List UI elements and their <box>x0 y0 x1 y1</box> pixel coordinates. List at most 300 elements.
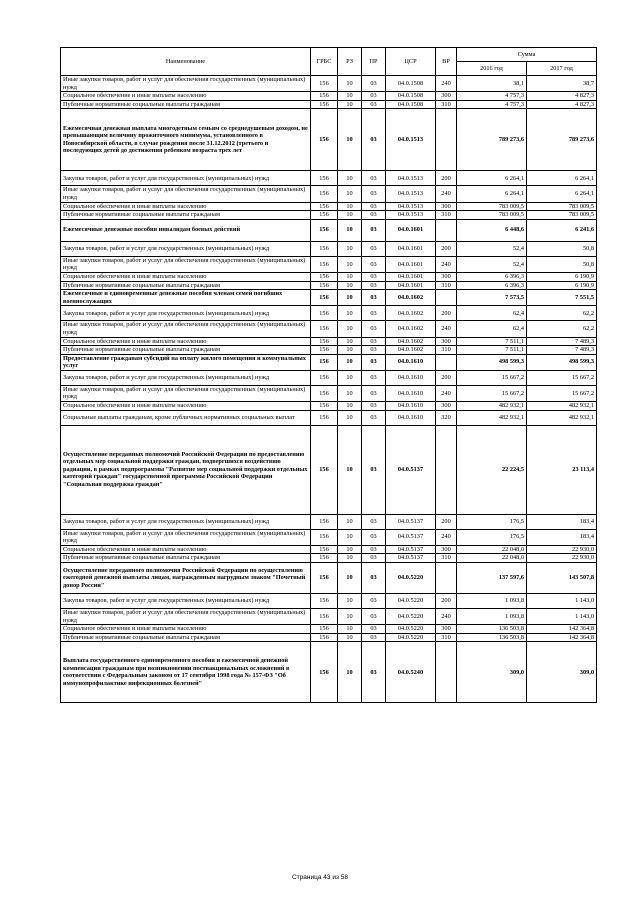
row-name: Публичные нормативные социальные выплаты гражданам <box>61 554 311 563</box>
row-sum-2016: 4 757,3 <box>457 92 527 101</box>
row-pr: 03 <box>362 100 386 109</box>
row-csr: 04.0.1601 <box>386 241 436 256</box>
row-sum-2016: 176,5 <box>457 514 527 529</box>
row-rz: 10 <box>338 92 362 101</box>
row-csr: 04.0.1601 <box>386 281 436 290</box>
row-grbs: 156 <box>311 202 338 211</box>
row-sum-2017: 4 827,3 <box>527 92 597 101</box>
table-row <box>61 529 597 545</box>
row-rz: 10 <box>338 545 362 554</box>
row-csr: 04.0.1513 <box>386 186 436 202</box>
row-name: Иные закупки товаров, работ и услуг для обеспечения государственных (муниципальных) нужд <box>61 529 311 545</box>
table-row <box>61 514 597 529</box>
row-sum-2017: 6 264,1 <box>527 171 597 186</box>
row-pr: 03 <box>362 281 386 290</box>
row-vr: 320 <box>436 410 457 425</box>
row-pr: 03 <box>362 354 386 370</box>
row-sum-2017: 309,0 <box>527 642 597 703</box>
row-vr: 300 <box>436 402 457 411</box>
row-name: Социальное обеспечение и иные выплаты населению <box>61 545 311 554</box>
table-row <box>61 186 597 202</box>
row-pr: 03 <box>362 321 386 337</box>
row-pr: 03 <box>362 642 386 703</box>
row-sum-2016: 22 048,0 <box>457 554 527 563</box>
row-name: Ежемесячные денежные пособия инвалидам боевых действий <box>61 219 311 241</box>
row-sum-2017: 7 489,3 <box>527 346 597 355</box>
row-sum-2017: 498 599,3 <box>527 354 597 370</box>
row-sum-2017: 789 273,6 <box>527 109 597 171</box>
row-sum-2017: 6 264,1 <box>527 186 597 202</box>
row-rz: 10 <box>338 256 362 272</box>
table-row <box>61 385 597 401</box>
row-csr: 04.0.1513 <box>386 109 436 171</box>
row-grbs: 156 <box>311 306 338 321</box>
row-sum-2016: 7 511,1 <box>457 346 527 355</box>
row-sum-2016: 136 503,8 <box>457 633 527 642</box>
table-row <box>61 109 597 171</box>
header-sum: Сумма <box>457 48 597 62</box>
row-csr: 04.0.1601 <box>386 219 436 241</box>
row-grbs: 156 <box>311 410 338 425</box>
row-csr: 04.0.5220 <box>386 594 436 609</box>
row-rz: 10 <box>338 529 362 545</box>
row-vr: 310 <box>436 346 457 355</box>
row-grbs: 156 <box>311 211 338 220</box>
row-name: Публичные нормативные социальные выплаты гражданам <box>61 100 311 109</box>
row-vr: 310 <box>436 281 457 290</box>
row-rz: 10 <box>338 219 362 241</box>
row-sum-2016: 52,4 <box>457 241 527 256</box>
row-sum-2016: 309,0 <box>457 642 527 703</box>
row-rz: 10 <box>338 109 362 171</box>
row-name: Социальные выплаты гражданам, кроме публичных нормативных социальных выплат <box>61 410 311 425</box>
row-name: Иные закупки товаров, работ и услуг для обеспечения государственных (муниципальных) нужд <box>61 385 311 401</box>
row-rz: 10 <box>338 76 362 92</box>
row-name: Предоставление гражданам субсидий на оплату жилого помещения и коммунальных услуг <box>61 354 311 370</box>
header-csr: ЦСР <box>386 48 436 76</box>
row-name: Социальное обеспечение и иные выплаты населению <box>61 272 311 281</box>
row-csr: 04.0.1610 <box>386 354 436 370</box>
row-name: Ежемесячная денежная выплата многодетным семьям со среднедушевым доходом, не превышающим величину прожиточного минимума, установленного в Новосибирской области, в случае рождения после 31.12.2012 (третьего и последующих детей до достижения ребенком возраста трех лет <box>61 109 311 171</box>
row-rz: 10 <box>338 202 362 211</box>
row-vr: 200 <box>436 514 457 529</box>
row-vr <box>436 425 457 514</box>
table-row <box>61 219 597 241</box>
row-sum-2017: 6 190,9 <box>527 272 597 281</box>
header-pr: ПР <box>362 48 386 76</box>
row-sum-2017: 482 932,1 <box>527 402 597 411</box>
row-csr: 04.0.1508 <box>386 76 436 92</box>
row-pr: 03 <box>362 241 386 256</box>
row-pr: 03 <box>362 514 386 529</box>
row-grbs: 156 <box>311 625 338 634</box>
row-sum-2016: 62,4 <box>457 321 527 337</box>
row-grbs: 156 <box>311 321 338 337</box>
row-grbs: 156 <box>311 186 338 202</box>
row-rz: 10 <box>338 594 362 609</box>
row-sum-2016: 783 009,5 <box>457 202 527 211</box>
row-grbs: 156 <box>311 109 338 171</box>
row-sum-2016: 482 932,1 <box>457 410 527 425</box>
row-pr: 03 <box>362 633 386 642</box>
row-sum-2016: 22 048,0 <box>457 545 527 554</box>
row-sum-2017: 183,4 <box>527 514 597 529</box>
row-csr: 04.0.5137 <box>386 554 436 563</box>
row-rz: 10 <box>338 642 362 703</box>
row-vr: 240 <box>436 609 457 625</box>
header-year-2017: 2017 год <box>527 62 597 76</box>
row-grbs: 156 <box>311 609 338 625</box>
row-csr: 04.0.1602 <box>386 337 436 346</box>
row-sum-2016: 4 757,3 <box>457 100 527 109</box>
table-row <box>61 202 597 211</box>
row-vr <box>436 109 457 171</box>
row-grbs: 156 <box>311 633 338 642</box>
row-sum-2017: 22 930,0 <box>527 554 597 563</box>
row-name: Социальное обеспечение и иные выплаты населению <box>61 337 311 346</box>
row-pr: 03 <box>362 410 386 425</box>
row-grbs: 156 <box>311 346 338 355</box>
row-csr: 04.0.5137 <box>386 425 436 514</box>
row-sum-2016: 783 009,5 <box>457 211 527 220</box>
row-sum-2017: 15 667,2 <box>527 385 597 401</box>
row-sum-2016: 15 667,2 <box>457 370 527 385</box>
row-rz: 10 <box>338 211 362 220</box>
row-pr: 03 <box>362 529 386 545</box>
row-grbs: 156 <box>311 100 338 109</box>
row-vr: 240 <box>436 76 457 92</box>
row-vr <box>436 354 457 370</box>
row-sum-2017: 38,7 <box>527 76 597 92</box>
row-grbs: 156 <box>311 370 338 385</box>
row-sum-2017: 7 551,5 <box>527 290 597 306</box>
row-rz: 10 <box>338 410 362 425</box>
row-pr: 03 <box>362 594 386 609</box>
row-sum-2016: 62,4 <box>457 306 527 321</box>
row-pr: 03 <box>362 545 386 554</box>
row-rz: 10 <box>338 290 362 306</box>
row-rz: 10 <box>338 321 362 337</box>
row-csr: 04.0.1513 <box>386 171 436 186</box>
row-grbs: 156 <box>311 594 338 609</box>
row-rz: 10 <box>338 425 362 514</box>
row-sum-2017: 783 009,5 <box>527 202 597 211</box>
row-grbs: 156 <box>311 272 338 281</box>
row-grbs: 156 <box>311 563 338 594</box>
row-csr: 04.0.1610 <box>386 370 436 385</box>
row-pr: 03 <box>362 402 386 411</box>
row-sum-2017: 783 009,5 <box>527 211 597 220</box>
row-name: Публичные нормативные социальные выплаты гражданам <box>61 633 311 642</box>
row-rz: 10 <box>338 385 362 401</box>
row-name: Закупка товаров, работ и услуг для государственных (муниципальных) нужд <box>61 241 311 256</box>
row-rz: 10 <box>338 100 362 109</box>
row-name: Публичные нормативные социальные выплаты гражданам <box>61 211 311 220</box>
row-name: Социальное обеспечение и иные выплаты населению <box>61 625 311 634</box>
row-csr: 04.0.1610 <box>386 402 436 411</box>
row-csr: 04.0.1601 <box>386 256 436 272</box>
row-sum-2016: 7 573,5 <box>457 290 527 306</box>
row-sum-2017: 482 932,1 <box>527 410 597 425</box>
row-pr: 03 <box>362 563 386 594</box>
table-row <box>61 171 597 186</box>
table-row <box>61 76 597 92</box>
row-vr: 240 <box>436 529 457 545</box>
row-csr: 04.0.1508 <box>386 92 436 101</box>
row-name: Иные закупки товаров, работ и услуг для обеспечения государственных (муниципальных) нужд <box>61 256 311 272</box>
table-row <box>61 256 597 272</box>
row-sum-2017: 4 827,3 <box>527 100 597 109</box>
row-pr: 03 <box>362 385 386 401</box>
row-sum-2016: 15 667,2 <box>457 385 527 401</box>
table-row <box>61 281 597 290</box>
table-row <box>61 554 597 563</box>
table-body <box>61 76 597 703</box>
row-csr: 04.0.1601 <box>386 272 436 281</box>
row-csr: 04.0.5220 <box>386 609 436 625</box>
header-name: Наименование <box>61 48 311 76</box>
row-vr: 300 <box>436 625 457 634</box>
table-row <box>61 92 597 101</box>
table-row <box>61 346 597 355</box>
row-name: Закупка товаров, работ и услуг для государственных (муниципальных) нужд <box>61 594 311 609</box>
header-grbs: ГРБС <box>311 48 338 76</box>
row-sum-2016: 482 932,1 <box>457 402 527 411</box>
row-pr: 03 <box>362 186 386 202</box>
row-pr: 03 <box>362 92 386 101</box>
row-grbs: 156 <box>311 554 338 563</box>
row-pr: 03 <box>362 290 386 306</box>
row-sum-2016: 136 503,8 <box>457 625 527 634</box>
row-pr: 03 <box>362 306 386 321</box>
row-vr: 200 <box>436 241 457 256</box>
table-row <box>61 241 597 256</box>
row-rz: 10 <box>338 609 362 625</box>
row-name: Выплата государственного единовременного пособия и ежемесячной денежной компенсации гражданам при возникновении поствакцинальных осложнений в соответствии с Федеральным законом от 17 сентября 1998 года № 157-ФЗ "Об иммунопрофилактике инфекционных болезней" <box>61 642 311 703</box>
row-rz: 10 <box>338 186 362 202</box>
row-vr: 300 <box>436 545 457 554</box>
row-csr: 04.0.1508 <box>386 100 436 109</box>
row-grbs: 156 <box>311 290 338 306</box>
row-sum-2017: 1 143,0 <box>527 609 597 625</box>
row-csr: 04.0.1602 <box>386 290 436 306</box>
table-row <box>61 563 597 594</box>
budget-table <box>60 47 597 703</box>
row-grbs: 156 <box>311 337 338 346</box>
row-name: Публичные нормативные социальные выплаты гражданам <box>61 346 311 355</box>
row-rz: 10 <box>338 514 362 529</box>
row-name: Иные закупки товаров, работ и услуг для обеспечения государственных (муниципальных) нужд <box>61 609 311 625</box>
row-grbs: 156 <box>311 76 338 92</box>
row-csr: 04.0.5220 <box>386 625 436 634</box>
row-sum-2016: 22 224,5 <box>457 425 527 514</box>
row-rz: 10 <box>338 370 362 385</box>
table-row <box>61 425 597 514</box>
row-sum-2017: 23 113,4 <box>527 425 597 514</box>
row-grbs: 156 <box>311 529 338 545</box>
row-sum-2017: 142 364,8 <box>527 633 597 642</box>
row-name: Закупка товаров, работ и услуг для государственных (муниципальных) нужд <box>61 306 311 321</box>
row-sum-2016: 6 264,1 <box>457 171 527 186</box>
row-pr: 03 <box>362 171 386 186</box>
row-pr: 03 <box>362 554 386 563</box>
row-pr: 03 <box>362 346 386 355</box>
row-sum-2017: 62,2 <box>527 321 597 337</box>
row-rz: 10 <box>338 306 362 321</box>
row-sum-2016: 6 448,6 <box>457 219 527 241</box>
row-vr <box>436 642 457 703</box>
row-csr: 04.0.1602 <box>386 321 436 337</box>
table-row <box>61 321 597 337</box>
header-year-2016: 2016 год <box>457 62 527 76</box>
table-row <box>61 402 597 411</box>
row-sum-2016: 6 264,1 <box>457 186 527 202</box>
row-sum-2016: 498 599,3 <box>457 354 527 370</box>
row-rz: 10 <box>338 633 362 642</box>
row-csr: 04.0.1602 <box>386 306 436 321</box>
row-sum-2017: 50,8 <box>527 241 597 256</box>
row-name: Социальное обеспечение и иные выплаты населению <box>61 202 311 211</box>
row-rz: 10 <box>338 402 362 411</box>
row-csr: 04.0.5137 <box>386 529 436 545</box>
row-grbs: 156 <box>311 385 338 401</box>
table-row <box>61 609 597 625</box>
row-pr: 03 <box>362 256 386 272</box>
table-row <box>61 625 597 634</box>
row-sum-2016: 789 273,6 <box>457 109 527 171</box>
row-vr: 310 <box>436 633 457 642</box>
row-csr: 04.0.5137 <box>386 545 436 554</box>
row-rz: 10 <box>338 346 362 355</box>
row-vr <box>436 219 457 241</box>
row-grbs: 156 <box>311 425 338 514</box>
table-row <box>61 337 597 346</box>
row-name: Осуществление переданного полномочия Российской Федерации по осуществлению ежегодной денежной выплаты лицам, награжденным нагрудным знаком "Почетный донор России" <box>61 563 311 594</box>
row-name: Иные закупки товаров, работ и услуг для обеспечения государственных (муниципальных) нужд <box>61 321 311 337</box>
row-pr: 03 <box>362 370 386 385</box>
row-vr: 310 <box>436 554 457 563</box>
row-name: Социальное обеспечение и иные выплаты населению <box>61 92 311 101</box>
row-rz: 10 <box>338 625 362 634</box>
row-sum-2016: 1 093,8 <box>457 594 527 609</box>
row-sum-2016: 1 093,8 <box>457 609 527 625</box>
row-sum-2017: 7 489,3 <box>527 337 597 346</box>
row-name: Иные закупки товаров, работ и услуг для обеспечения государственных (муниципальных) нужд <box>61 76 311 92</box>
row-csr: 04.0.5137 <box>386 514 436 529</box>
row-grbs: 156 <box>311 171 338 186</box>
row-vr <box>436 563 457 594</box>
row-sum-2016: 7 511,1 <box>457 337 527 346</box>
row-rz: 10 <box>338 337 362 346</box>
row-sum-2017: 6 190,9 <box>527 281 597 290</box>
row-vr: 310 <box>436 100 457 109</box>
row-grbs: 156 <box>311 92 338 101</box>
row-vr: 240 <box>436 186 457 202</box>
row-csr: 04.0.1602 <box>386 346 436 355</box>
row-rz: 10 <box>338 281 362 290</box>
header-rz: РЗ <box>338 48 362 76</box>
row-grbs: 156 <box>311 256 338 272</box>
row-pr: 03 <box>362 272 386 281</box>
row-vr: 200 <box>436 370 457 385</box>
row-sum-2017: 1 143,0 <box>527 594 597 609</box>
row-name: Публичные нормативные социальные выплаты гражданам <box>61 281 311 290</box>
row-vr <box>436 290 457 306</box>
row-name: Закупка товаров, работ и услуг для государственных (муниципальных) нужд <box>61 171 311 186</box>
row-sum-2016: 176,5 <box>457 529 527 545</box>
table-row <box>61 642 597 703</box>
row-vr: 240 <box>436 321 457 337</box>
row-pr: 03 <box>362 219 386 241</box>
row-vr: 300 <box>436 337 457 346</box>
table-row <box>61 354 597 370</box>
row-vr: 300 <box>436 202 457 211</box>
row-pr: 03 <box>362 425 386 514</box>
row-sum-2017: 183,4 <box>527 529 597 545</box>
row-csr: 04.0.1513 <box>386 211 436 220</box>
table-row <box>61 633 597 642</box>
row-sum-2017: 142 364,8 <box>527 625 597 634</box>
row-name: Закупка товаров, работ и услуг для государственных (муниципальных) нужд <box>61 514 311 529</box>
row-rz: 10 <box>338 171 362 186</box>
row-sum-2017: 22 930,0 <box>527 545 597 554</box>
row-sum-2017: 143 507,8 <box>527 563 597 594</box>
row-grbs: 156 <box>311 514 338 529</box>
row-name: Закупка товаров, работ и услуг для государственных (муниципальных) нужд <box>61 370 311 385</box>
row-pr: 03 <box>362 337 386 346</box>
row-pr: 03 <box>362 202 386 211</box>
row-vr: 200 <box>436 171 457 186</box>
row-csr: 04.0.5220 <box>386 633 436 642</box>
row-sum-2017: 15 667,2 <box>527 370 597 385</box>
row-rz: 10 <box>338 272 362 281</box>
table-row <box>61 306 597 321</box>
row-grbs: 156 <box>311 281 338 290</box>
row-vr: 240 <box>436 385 457 401</box>
table-row <box>61 545 597 554</box>
table-row <box>61 272 597 281</box>
row-csr: 04.0.1513 <box>386 202 436 211</box>
row-rz: 10 <box>338 241 362 256</box>
table-row <box>61 370 597 385</box>
row-csr: 04.0.1610 <box>386 410 436 425</box>
row-name: Социальное обеспечение и иные выплаты населению <box>61 402 311 411</box>
row-sum-2016: 6 396,3 <box>457 272 527 281</box>
row-sum-2016: 6 396,3 <box>457 281 527 290</box>
row-name: Иные закупки товаров, работ и услуг для обеспечения государственных (муниципальных) нужд <box>61 186 311 202</box>
row-sum-2017: 50,8 <box>527 256 597 272</box>
row-pr: 03 <box>362 625 386 634</box>
table-row <box>61 211 597 220</box>
table-row <box>61 594 597 609</box>
table-row <box>61 290 597 306</box>
row-name: Ежемесячные и единовременные денежные пособия членам семей погибших военнослужащих <box>61 290 311 306</box>
row-sum-2016: 52,4 <box>457 256 527 272</box>
row-vr: 200 <box>436 306 457 321</box>
row-rz: 10 <box>338 554 362 563</box>
row-vr: 310 <box>436 211 457 220</box>
row-grbs: 156 <box>311 545 338 554</box>
row-grbs: 156 <box>311 642 338 703</box>
row-vr: 200 <box>436 594 457 609</box>
row-csr: 04.0.1610 <box>386 385 436 401</box>
header-vr: ВР <box>436 48 457 76</box>
row-vr: 300 <box>436 92 457 101</box>
row-vr: 300 <box>436 272 457 281</box>
row-sum-2017: 6 241,6 <box>527 219 597 241</box>
row-sum-2017: 62,2 <box>527 306 597 321</box>
row-pr: 03 <box>362 109 386 171</box>
